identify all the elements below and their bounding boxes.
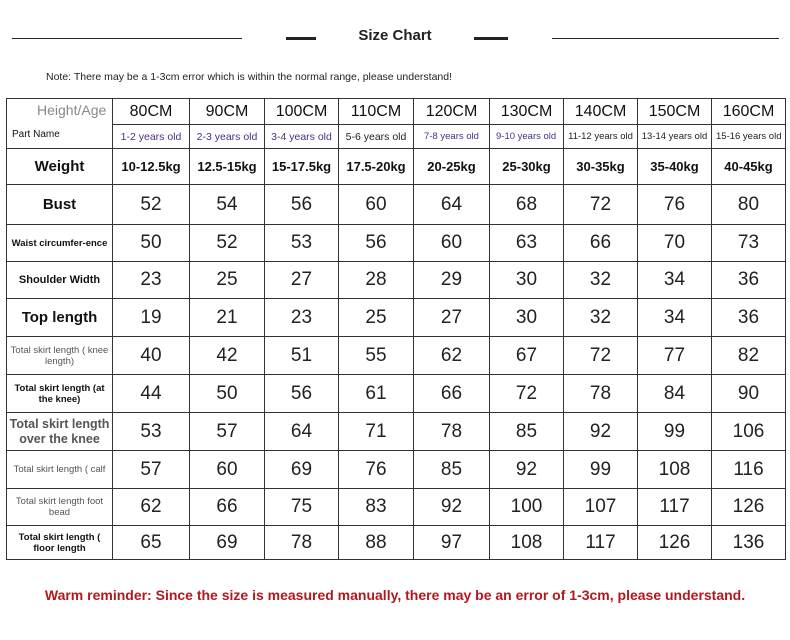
value-cell: 53 (265, 225, 339, 262)
value-cell: 82 (712, 337, 786, 375)
measure-row-waist (7, 225, 786, 262)
value-cell: 57 (190, 413, 265, 451)
value-cell: 116 (712, 451, 786, 489)
value-cell: 126 (712, 489, 786, 526)
value-cell: 30 (490, 299, 564, 337)
row-label-weight: Weight (7, 149, 113, 185)
row-label-skirt-foot-bead: Total skirt length foot bead (7, 489, 113, 526)
measure-row-bust (7, 185, 786, 225)
value-cell: 40 (113, 337, 190, 375)
value-cell: 61 (339, 375, 414, 413)
value-cell: 85 (414, 451, 490, 489)
value-cell: 28 (339, 262, 414, 299)
corner-cell (7, 99, 113, 149)
value-cell: 97 (414, 526, 490, 560)
value-cell: 57 (113, 451, 190, 489)
value-cell: 55 (339, 337, 414, 375)
value-cell: 27 (265, 262, 339, 299)
weight-value: 12.5-15kg (190, 149, 265, 185)
age-header-row (7, 125, 786, 149)
value-cell: 42 (190, 337, 265, 375)
value-cell: 67 (490, 337, 564, 375)
header-rule-right-accent (474, 37, 508, 40)
value-cell: 69 (265, 451, 339, 489)
value-cell: 36 (712, 299, 786, 337)
value-cell: 76 (638, 185, 712, 225)
value-cell: 66 (190, 489, 265, 526)
weight-value: 25-30kg (490, 149, 564, 185)
age-header: 1-2 years old (113, 125, 190, 149)
measure-row-skirt-foot-bead (7, 489, 786, 526)
value-cell: 34 (638, 299, 712, 337)
age-header: 5-6 years old (339, 125, 414, 149)
age-header: 7-8 years old (414, 125, 490, 149)
value-cell: 32 (564, 262, 638, 299)
value-cell: 23 (113, 262, 190, 299)
value-cell: 54 (190, 185, 265, 225)
value-cell: 56 (339, 225, 414, 262)
value-cell: 34 (638, 262, 712, 299)
value-cell: 66 (564, 225, 638, 262)
value-cell: 92 (490, 451, 564, 489)
row-label-skirt-over-knee: Total skirt length over the knee (7, 413, 113, 451)
value-cell: 60 (414, 225, 490, 262)
value-cell: 52 (113, 185, 190, 225)
value-cell: 92 (564, 413, 638, 451)
value-cell: 90 (712, 375, 786, 413)
header-rule-right (552, 38, 779, 39)
age-header: 3-4 years old (265, 125, 339, 149)
age-header: 9-10 years old (490, 125, 564, 149)
value-cell: 126 (638, 526, 712, 560)
row-label-top-length: Top length (7, 299, 113, 337)
weight-value: 35-40kg (638, 149, 712, 185)
value-cell: 72 (490, 375, 564, 413)
size-header: 100CM (265, 99, 339, 125)
age-header: 13-14 years old (638, 125, 712, 149)
value-cell: 85 (490, 413, 564, 451)
value-cell: 60 (339, 185, 414, 225)
size-header: 110CM (339, 99, 414, 125)
value-cell: 78 (564, 375, 638, 413)
value-cell: 99 (638, 413, 712, 451)
value-cell: 66 (414, 375, 490, 413)
measure-row-top-length (7, 299, 786, 337)
weight-value: 40-45kg (712, 149, 786, 185)
row-label-waist: Waist circumfer-ence (7, 225, 113, 262)
measure-row-skirt-knee-length (7, 337, 786, 375)
measure-row-skirt-at-knee (7, 375, 786, 413)
value-cell: 100 (490, 489, 564, 526)
row-label-skirt-knee-length: Total skirt length ( knee length) (7, 337, 113, 375)
value-cell: 56 (265, 375, 339, 413)
age-header: 11-12 years old (564, 125, 638, 149)
value-cell: 23 (265, 299, 339, 337)
value-cell: 30 (490, 262, 564, 299)
value-cell: 77 (638, 337, 712, 375)
value-cell: 53 (113, 413, 190, 451)
weight-value: 17.5-20kg (339, 149, 414, 185)
weight-value: 30-35kg (564, 149, 638, 185)
weight-row (7, 149, 786, 185)
value-cell: 50 (113, 225, 190, 262)
row-label-skirt-calf: Total skirt length ( calf (7, 451, 113, 489)
value-cell: 107 (564, 489, 638, 526)
value-cell: 108 (638, 451, 712, 489)
weight-value: 20-25kg (414, 149, 490, 185)
value-cell: 84 (638, 375, 712, 413)
height-age-label: Height/Age (37, 102, 107, 118)
size-header: 80CM (113, 99, 190, 125)
measure-row-shoulder (7, 262, 786, 299)
value-cell: 68 (490, 185, 564, 225)
value-cell: 56 (265, 185, 339, 225)
value-cell: 78 (414, 413, 490, 451)
part-name-label: Part Name (12, 129, 60, 140)
age-header: 2-3 years old (190, 125, 265, 149)
value-cell: 64 (414, 185, 490, 225)
value-cell: 75 (265, 489, 339, 526)
value-cell: 99 (564, 451, 638, 489)
value-cell: 117 (564, 526, 638, 560)
row-label-bust: Bust (7, 185, 113, 225)
row-label-shoulder-width: Shoulder Width (7, 262, 113, 299)
value-cell: 29 (414, 262, 490, 299)
warm-reminder-text: Warm reminder: Since the size is measured manually, there may be an error of 1-3cm, please understand. (44, 587, 746, 603)
value-cell: 64 (265, 413, 339, 451)
measure-row-skirt-calf (7, 451, 786, 489)
chart-header (0, 22, 790, 52)
value-cell: 36 (712, 262, 786, 299)
value-cell: 50 (190, 375, 265, 413)
value-cell: 63 (490, 225, 564, 262)
value-cell: 62 (113, 489, 190, 526)
size-header: 140CM (564, 99, 638, 125)
value-cell: 71 (339, 413, 414, 451)
value-cell: 76 (339, 451, 414, 489)
value-cell: 21 (190, 299, 265, 337)
value-cell: 70 (638, 225, 712, 262)
page-title: Size Chart (358, 27, 432, 44)
value-cell: 44 (113, 375, 190, 413)
size-header: 160CM (712, 99, 786, 125)
age-header: 15-16 years old (712, 125, 786, 149)
row-label-skirt-floor-length: Total skirt length ( floor length (7, 526, 113, 560)
measure-row-skirt-floor-length (7, 526, 786, 560)
value-cell: 83 (339, 489, 414, 526)
measure-row-skirt-over-knee (7, 413, 786, 451)
value-cell: 88 (339, 526, 414, 560)
row-label-skirt-at-knee: Total skirt length (at the knee) (7, 375, 113, 413)
value-cell: 69 (190, 526, 265, 560)
weight-value: 10-12.5kg (113, 149, 190, 185)
value-cell: 32 (564, 299, 638, 337)
value-cell: 65 (113, 526, 190, 560)
value-cell: 80 (712, 185, 786, 225)
value-cell: 52 (190, 225, 265, 262)
value-cell: 25 (339, 299, 414, 337)
size-header: 150CM (638, 99, 712, 125)
size-header-row (7, 99, 786, 125)
value-cell: 117 (638, 489, 712, 526)
note-text: Note: There may be a 1-3cm error which is within the normal range, please understand! (46, 71, 453, 83)
value-cell: 62 (414, 337, 490, 375)
value-cell: 51 (265, 337, 339, 375)
value-cell: 25 (190, 262, 265, 299)
value-cell: 73 (712, 225, 786, 262)
value-cell: 136 (712, 526, 786, 560)
value-cell: 72 (564, 337, 638, 375)
size-chart-table (6, 98, 786, 560)
size-header: 120CM (414, 99, 490, 125)
size-header: 90CM (190, 99, 265, 125)
weight-value: 15-17.5kg (265, 149, 339, 185)
value-cell: 106 (712, 413, 786, 451)
value-cell: 27 (414, 299, 490, 337)
size-header: 130CM (490, 99, 564, 125)
value-cell: 19 (113, 299, 190, 337)
value-cell: 108 (490, 526, 564, 560)
value-cell: 78 (265, 526, 339, 560)
value-cell: 72 (564, 185, 638, 225)
value-cell: 92 (414, 489, 490, 526)
value-cell: 60 (190, 451, 265, 489)
